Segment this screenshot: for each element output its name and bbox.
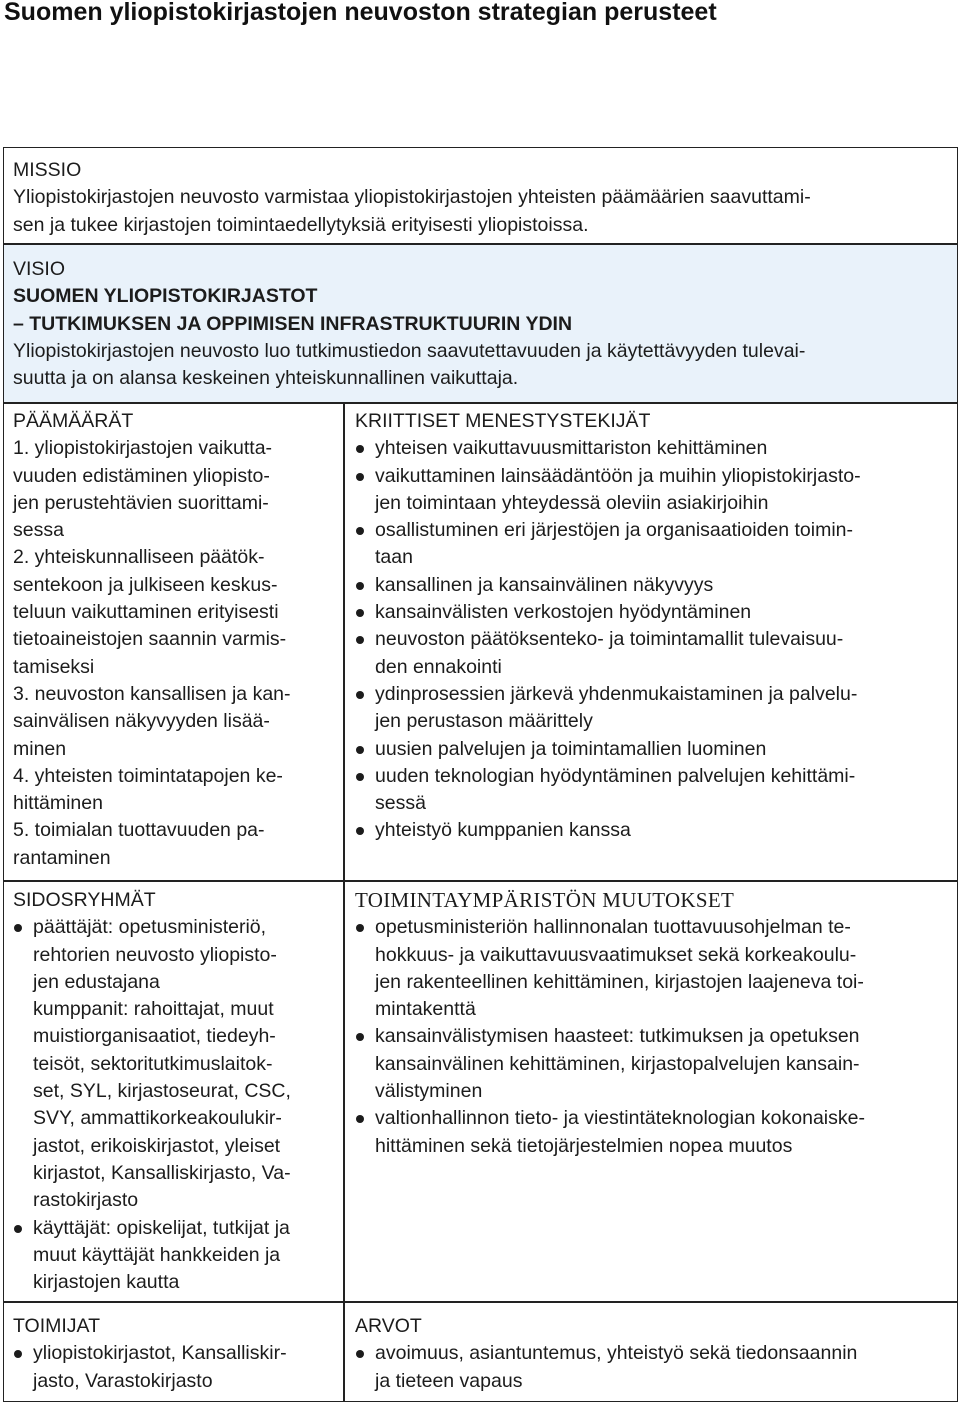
bullet-item-line: kirjastojen kautta xyxy=(33,1271,180,1294)
sidosryhmat-heading: SIDOSRYHMÄT xyxy=(13,889,156,911)
bullet-item xyxy=(355,463,861,518)
bullet-item xyxy=(355,1023,865,1105)
toimijat-heading: TOIMIJAT xyxy=(13,1315,101,1337)
bullet-item-line: päättäjät: opetusministeriö, xyxy=(33,916,267,939)
list-line: 3. neuvoston kansallisen ja kan- xyxy=(13,682,291,705)
toimintaymparisto-heading: TOIMINTAYMPÄRISTÖN MUUTOKSET xyxy=(355,888,735,912)
bullet-item-line: set, SYL, kirjastoseurat, CSC, xyxy=(33,1080,291,1103)
bullet-item-line: jastot, erikoiskirjastot, yleiset xyxy=(33,1134,281,1157)
paamaarat-section xyxy=(13,408,291,872)
arvot-heading: ARVOT xyxy=(355,1315,422,1337)
list-line: tietoaineistojen saannin varmis- xyxy=(13,628,287,651)
bullet-item-line: kansainvälisten verkostojen hyödyntäminen xyxy=(375,601,752,624)
bullet-icon xyxy=(356,827,364,835)
bullet-item-line: opetusministeriön hallinnonalan tuottavuusohjelman te- xyxy=(375,916,851,939)
bullet-item-line: jen perustason määrittely xyxy=(375,710,593,733)
bullet-item-line: uuden teknologian hyödyntäminen palvelujen kehittämi- xyxy=(375,764,856,787)
bullet-icon xyxy=(356,445,364,453)
kriittiset-section xyxy=(355,408,861,845)
bullet-item-line: osallistuminen eri järjestöjen ja organisaatioiden toimin- xyxy=(375,519,853,542)
bullet-item-line: kansainvälistymisen haasteet: tutkimuksen ja opetuksen xyxy=(375,1025,860,1048)
bullet-item xyxy=(355,1105,865,1160)
bullet-item-line: jasto, Varastokirjasto xyxy=(33,1369,213,1392)
list-line: 1. yliopistokirjastojen vaikutta- xyxy=(13,437,273,460)
bullet-icon xyxy=(14,1225,22,1233)
bullet-item-line: mintakenttä xyxy=(375,998,476,1021)
kriittiset-list xyxy=(355,435,861,844)
bullet-item-line: hittäminen sekä tietojärjestelmien nopea muutos xyxy=(375,1134,793,1157)
list-line: hittäminen xyxy=(13,792,103,815)
list-line: 2. yhteiskunnalliseen päätök- xyxy=(13,546,265,569)
bullet-item-line: jen edustajana xyxy=(33,970,160,993)
bullet-icon xyxy=(14,924,22,932)
sidosryhmat-list xyxy=(13,914,291,1296)
bullet-item-line: SVY, ammattikorkeakoulukir- xyxy=(33,1107,282,1130)
bullet-item-line: taan xyxy=(375,546,413,569)
bullet-item xyxy=(355,626,861,681)
toimintaymparisto-list xyxy=(355,914,865,1160)
bullet-icon xyxy=(14,1350,22,1358)
list-line: sentekoon ja julkiseen keskus- xyxy=(13,573,278,596)
paamaarat-list xyxy=(13,435,291,872)
visio-text-line: suutta ja on alansa keskeinen yhteiskunnallinen vaikuttaja. xyxy=(13,367,519,390)
paamaarat-heading: PÄÄMÄÄRÄT xyxy=(13,410,134,432)
bullet-item-line: avoimuus, asiantuntemus, yhteistyö sekä tiedonsaannin xyxy=(375,1342,858,1365)
bullet-item-line: neuvoston päätöksenteko- ja toimintamallit tulevaisuu- xyxy=(375,628,844,651)
bullet-item-line: muistiorganisaatiot, tiedeyh- xyxy=(33,1025,276,1048)
bullet-item-line: vaikuttaminen lainsäädäntöön ja muihin yliopistokirjasto- xyxy=(375,464,861,487)
bullet-icon xyxy=(356,1350,364,1358)
bullet-item-line: yhteisen vaikuttavuusmittariston kehittäminen xyxy=(375,437,768,460)
bullet-icon xyxy=(356,609,364,617)
list-line: teluun vaikuttaminen erityisesti xyxy=(13,601,279,624)
bullet-icon xyxy=(356,773,364,781)
bullet-item xyxy=(13,1215,291,1297)
bullet-item xyxy=(355,763,861,818)
bullet-icon xyxy=(356,582,364,590)
bullet-item-line: hokkuus- ja vaikuttavuusvaatimukset sekä korkeakoulu- xyxy=(375,943,857,966)
list-line: rantaminen xyxy=(13,846,111,869)
bullet-item xyxy=(355,914,865,1023)
list-line: jen perustehtävien suorittami- xyxy=(13,491,269,514)
bullet-item-line: teisöt, sektoritutkimuslaitok- xyxy=(33,1052,273,1075)
bullet-item xyxy=(355,736,861,763)
list-line: sainvälisen näkyvyyden lisää- xyxy=(13,710,270,733)
arvot-list xyxy=(355,1340,857,1395)
bullet-item-line: den ennakointi xyxy=(375,655,502,678)
bullet-icon xyxy=(356,1115,364,1123)
bullet-item xyxy=(355,681,861,736)
list-line: sessa xyxy=(13,519,64,542)
sidosryhmat-section xyxy=(13,887,291,1296)
bullet-item-line: muut käyttäjät hankkeiden ja xyxy=(33,1243,281,1266)
kriittiset-heading: KRIITTISET MENESTYSTEKIJÄT xyxy=(355,410,651,432)
bullet-item-line: uusien palvelujen ja toimintamallien luominen xyxy=(375,737,767,760)
bullet-item xyxy=(13,1340,287,1395)
bullet-icon xyxy=(356,636,364,644)
list-line: vuuden edistäminen yliopisto- xyxy=(13,464,270,487)
bullet-item-line: sessä xyxy=(375,792,426,815)
bullet-item-line: valtionhallinnon tieto- ja viestintäteknologian kokonaiske- xyxy=(375,1107,865,1130)
list-line: minen xyxy=(13,737,67,760)
bullet-item xyxy=(355,572,861,599)
bullet-item-line: kirjastot, Kansalliskirjasto, Va- xyxy=(33,1161,291,1184)
bullet-item-line: yliopistokirjastot, Kansalliskir- xyxy=(33,1342,287,1365)
visio-text-line: Yliopistokirjastojen neuvosto luo tutkimustiedon saavutettavuuden ja käytettävyyden tulevai- xyxy=(13,339,806,362)
bullet-item-line: käyttäjät: opiskelijat, tutkijat ja xyxy=(33,1216,290,1239)
visio-bold-line: – TUTKIMUKSEN JA OPPIMISEN INFRASTRUKTUURIN YDIN xyxy=(13,312,573,335)
list-line: tamiseksi xyxy=(13,655,95,678)
bullet-item-line: yhteistyö kumppanien kanssa xyxy=(375,819,631,842)
toimijat-list xyxy=(13,1340,287,1395)
bullet-icon xyxy=(356,473,364,481)
bullet-item-line: jen rakenteellinen kehittäminen, kirjastojen laajeneva toi- xyxy=(375,970,864,993)
bullet-item-line: ydinprosessien järkevä yhdenmukaistaminen ja palvelu- xyxy=(375,682,858,705)
bullet-icon xyxy=(356,1033,364,1041)
toimijat-section xyxy=(13,1313,287,1395)
bullet-icon xyxy=(356,746,364,754)
page-title: Suomen yliopistokirjastojen neuvoston strategian perusteet xyxy=(4,0,717,26)
list-line: 5. toimialan tuottavuuden pa- xyxy=(13,819,265,842)
toimintaymparisto-section xyxy=(355,887,865,1160)
bullet-item xyxy=(13,914,291,1214)
missio-text-line: Yliopistokirjastojen neuvosto varmistaa yliopistokirjastojen yhteisten päämäärien saavuttami- xyxy=(13,186,811,209)
bullet-item xyxy=(355,435,861,462)
bullet-item-line: kansainvälinen kehittäminen, kirjastopalvelujen kansain- xyxy=(375,1052,860,1075)
bullet-item-line: rehtorien neuvosto yliopisto- xyxy=(33,943,277,966)
bullet-item-line: välistyminen xyxy=(375,1080,483,1103)
bullet-icon xyxy=(356,691,364,699)
arvot-section xyxy=(355,1313,857,1395)
bullet-item xyxy=(355,817,861,844)
bullet-item-line: rastokirjasto xyxy=(33,1189,139,1212)
bullet-item-line: ja tieteen vapaus xyxy=(375,1369,523,1392)
visio-heading: VISIO xyxy=(13,258,66,280)
bullet-item xyxy=(355,599,861,626)
list-line: 4. yhteisten toimintatapojen ke- xyxy=(13,764,283,787)
missio-section xyxy=(13,157,811,239)
bullet-icon xyxy=(356,527,364,535)
bullet-item-line: jen toimintaan yhteydessä oleviin asiakirjoihin xyxy=(375,491,769,514)
bullet-item xyxy=(355,517,861,572)
missio-heading: MISSIO xyxy=(13,159,82,181)
missio-text-line: sen ja tukee kirjastojen toimintaedellytyksiä erityisesti yliopistoissa. xyxy=(13,213,589,236)
bullet-item-line: kumppanit: rahoittajat, muut xyxy=(33,998,274,1021)
visio-bold-line: SUOMEN YLIOPISTOKIRJASTOT xyxy=(13,285,318,308)
bullet-item xyxy=(355,1340,857,1395)
bullet-item-line: kansallinen ja kansainvälinen näkyvyys xyxy=(375,573,714,596)
visio-section xyxy=(13,256,805,392)
bullet-icon xyxy=(356,924,364,932)
